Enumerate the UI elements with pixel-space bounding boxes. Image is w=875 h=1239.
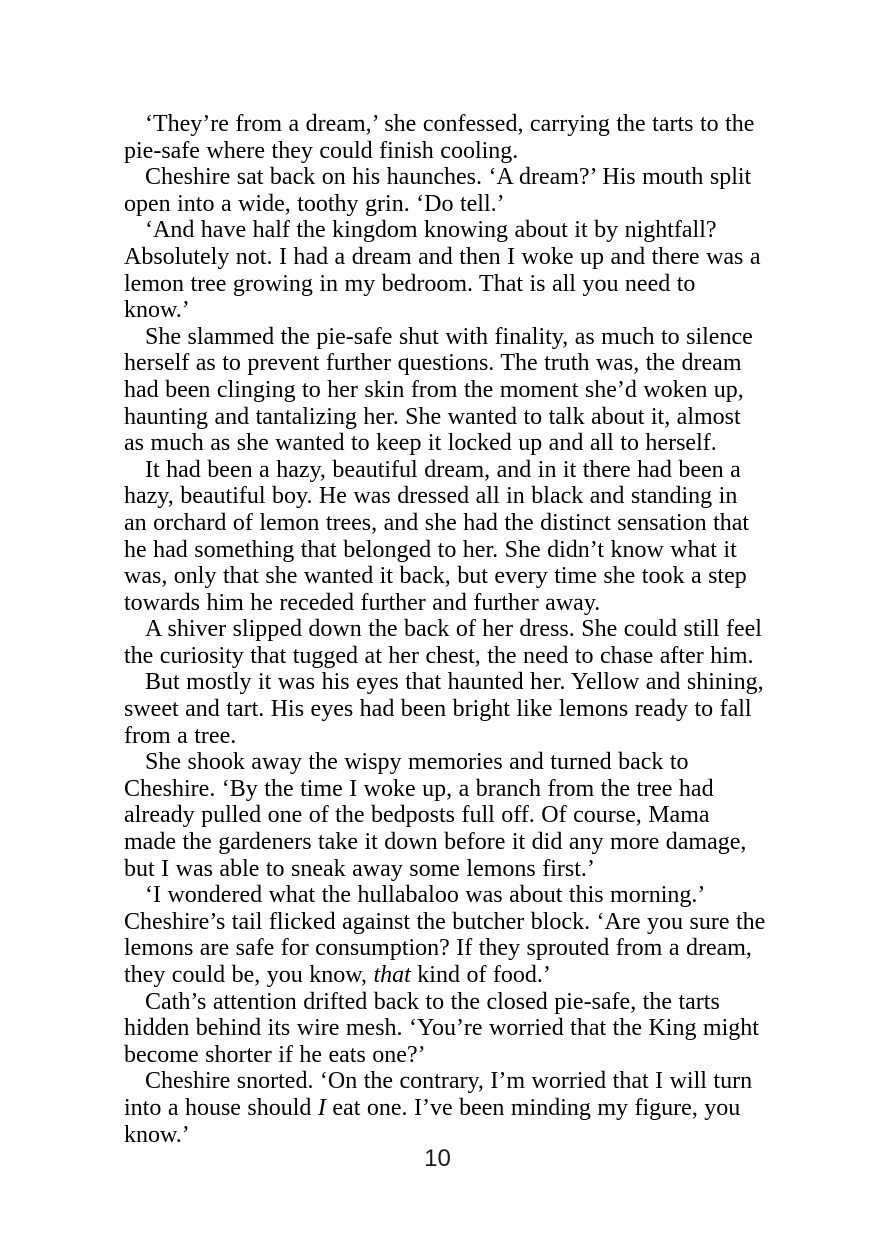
paragraph	[124, 457, 766, 617]
page-text	[124, 111, 766, 1148]
page-number: 10	[424, 1145, 451, 1172]
paragraph	[124, 164, 766, 217]
text-run: eat one. I’ve been minding my figure, you know.’	[124, 1094, 741, 1148]
paragraph	[124, 1068, 766, 1148]
text-run: ‘They’re from a dream,’ she confessed, carrying the tarts to the pie-safe where they could finish cooling.	[124, 111, 755, 164]
text-run: Cheshire sat back on his haunches. ‘A dream?’ His mouth split open into a wide, toothy grin. ‘Do tell.’	[124, 164, 752, 217]
paragraph	[124, 882, 766, 988]
paragraph	[124, 217, 766, 323]
paragraph	[124, 669, 766, 749]
paragraph	[124, 111, 766, 164]
text-run: She slammed the pie-safe shut with finality, as much to silence herself as to prevent further questions. The truth was, the dream had been clinging to her skin from the moment she’d woken up, haunting and tantalizing her. She wanted to talk about it, almost as much as she wanted to keep it locked up and all to herself.	[124, 323, 753, 457]
paragraph	[124, 324, 766, 457]
text-run: ‘I wondered what the hullabaloo was about this morning.’ Cheshire’s tail flicked against the butcher block. ‘Are you sure the lemons are safe for consumption? If they sprouted from a dream, they could be, you know,	[124, 882, 766, 988]
text-run: ‘And have half the kingdom knowing about it by nightfall? Absolutely not. I had a dream and then I woke up and there was a lemon tree growing in my bedroom. That is all you need to know.’	[124, 217, 761, 324]
text-run: Cath’s attention drifted back to the closed pie-safe, the tarts hidden behind its wire mesh. ‘You’re worried that the King might become shorter if he eats one?’	[124, 988, 759, 1068]
text-run: Cheshire snorted. ‘On the contrary, I’m worried that I will turn into a house should	[124, 1068, 753, 1121]
text-run: But mostly it was his eyes that haunted her. Yellow and shining, sweet and tart. His eyes had been bright like lemons ready to fall from a tree.	[124, 669, 764, 749]
text-run: A shiver slipped down the back of her dress. She could still feel the curiosity that tugged at her chest, the need to chase after him.	[124, 616, 762, 669]
italic-text: I	[317, 1094, 326, 1121]
paragraph	[124, 616, 766, 669]
paragraph	[124, 749, 766, 882]
paragraph	[124, 989, 766, 1069]
italic-text: that	[373, 962, 411, 988]
text-run: She shook away the wispy memories and turned back to Cheshire. ‘By the time I woke up, a branch from the tree had already pulled one of the bedposts full off. Of course, Mama made the gardeners take it down before it did any more damage, but I was able to sneak away some lemons first.’	[124, 749, 747, 882]
text-run: kind of food.’	[410, 962, 551, 988]
text-run: It had been a hazy, beautiful dream, and in it there had been a hazy, beautiful boy. He was dressed all in black and standing in an orchard of lemon trees, and she had the distinct sensation that he had something that belonged to her. She didn’t know what it was, only that she wanted it back, but every time she took a step towards him he receded further and further away.	[124, 456, 750, 616]
